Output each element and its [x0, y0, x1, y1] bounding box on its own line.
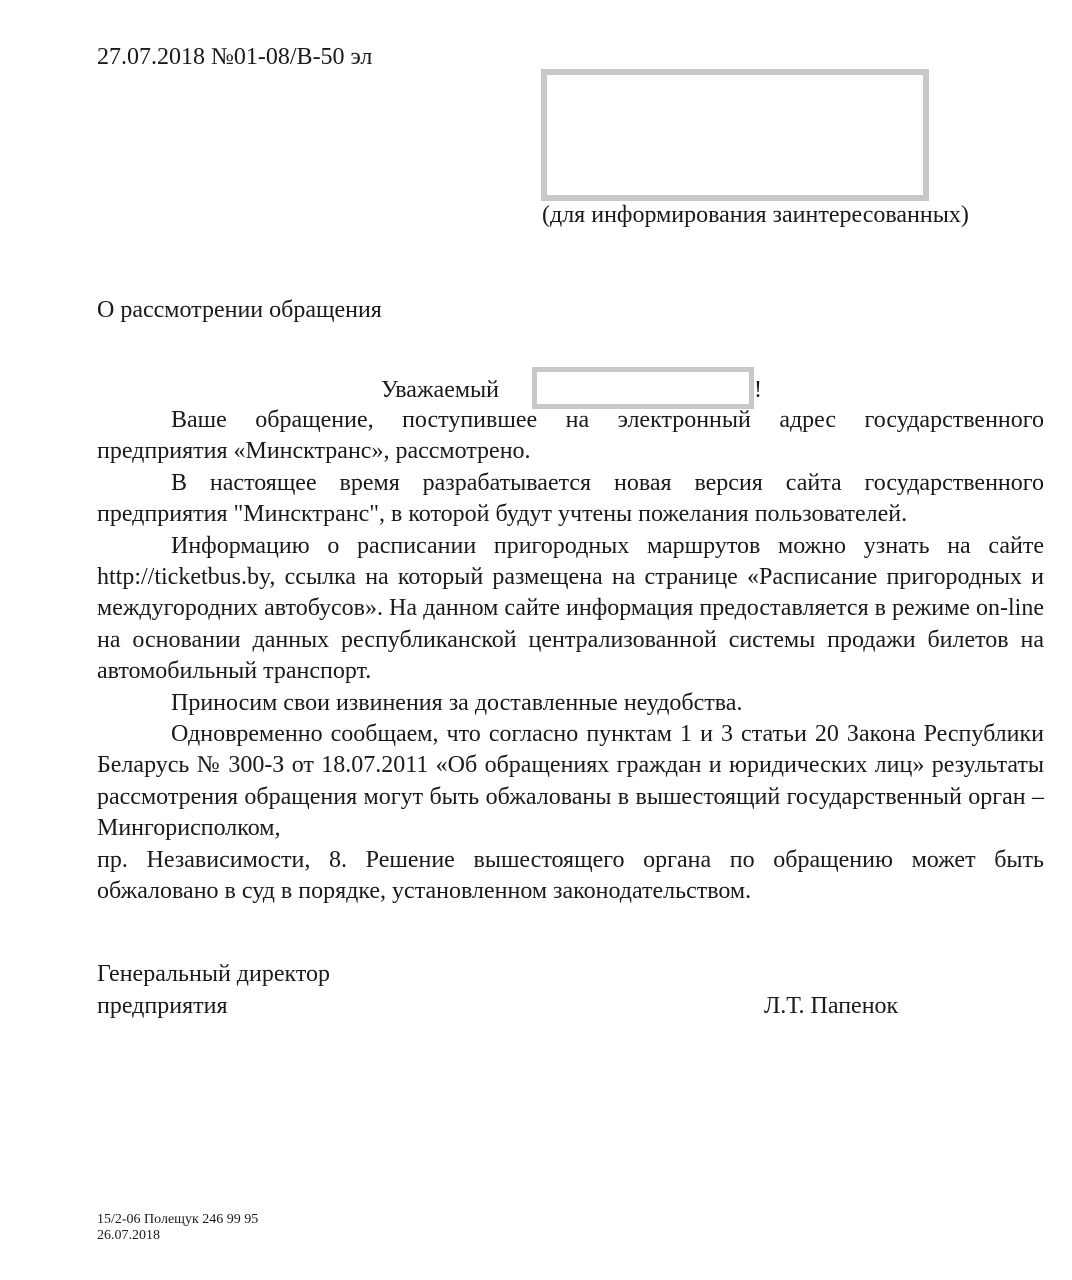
recipient-address-redacted: [541, 69, 929, 201]
signatory-title: [97, 958, 330, 1022]
executor-date: 26.07.2018: [97, 1228, 160, 1243]
paragraph: Ваше обращение, поступившее на электронный адрес государственного предприятия «Минсктранс», рассмотрено.: [97, 407, 1044, 465]
letter-subject: О рассмотрении обращения: [97, 297, 382, 323]
recipient-name-redacted: [532, 367, 754, 409]
document-reference: 27.07.2018 №01-08/В-50 эл: [97, 44, 373, 70]
paragraph: Приносим свои извинения за доставленные неудобства.: [171, 689, 743, 716]
paragraph: В настоящее время разрабатывается новая версия сайта государственного предприятия "Минсктранс", в которой будут учтены пожелания пользователей.: [97, 469, 1044, 528]
salutation: Уважаемый: [381, 377, 499, 403]
executor-footer: [97, 1212, 258, 1244]
recipient-note: (для информирования заинтересованных): [542, 202, 969, 228]
executor-line: 15/2-06 Полещук 246 99 95: [97, 1212, 259, 1227]
paragraph: пр. Независимости, 8. Решение вышестоящего органа по обращению может быть обжаловано в суд в порядке, установленном законодательством.: [97, 846, 1044, 905]
letter-body: [97, 405, 1044, 908]
signatory-name: Л.Т. Папенок: [764, 993, 899, 1019]
paragraph: Информацию о расписании пригородных маршрутов можно узнать на сайте http://ticketbus.by, ссылка на который размещена на странице «Расписание пригородных и междугородних автобусов». На данном сайте информация предоставляется в режиме on-line на основании данных республиканской централизованной системы продажи билетов на автомобильный транспорт.: [97, 532, 1044, 685]
signatory-title-line2: предприятия: [97, 993, 228, 1019]
salutation-end: !: [754, 377, 762, 403]
signatory-title-line1: Генеральный директор: [97, 961, 331, 987]
paragraph: Одновременно сообщаем, что согласно пунктам 1 и 3 статьи 20 Закона Республики Беларусь № 300-З от 18.07.2011 «Об обращениях граждан и юридических лиц» результаты рассмотрения обращения могут быть обжалованы в вышестоящий государственный орган – Мингорисполком,: [97, 721, 1044, 842]
